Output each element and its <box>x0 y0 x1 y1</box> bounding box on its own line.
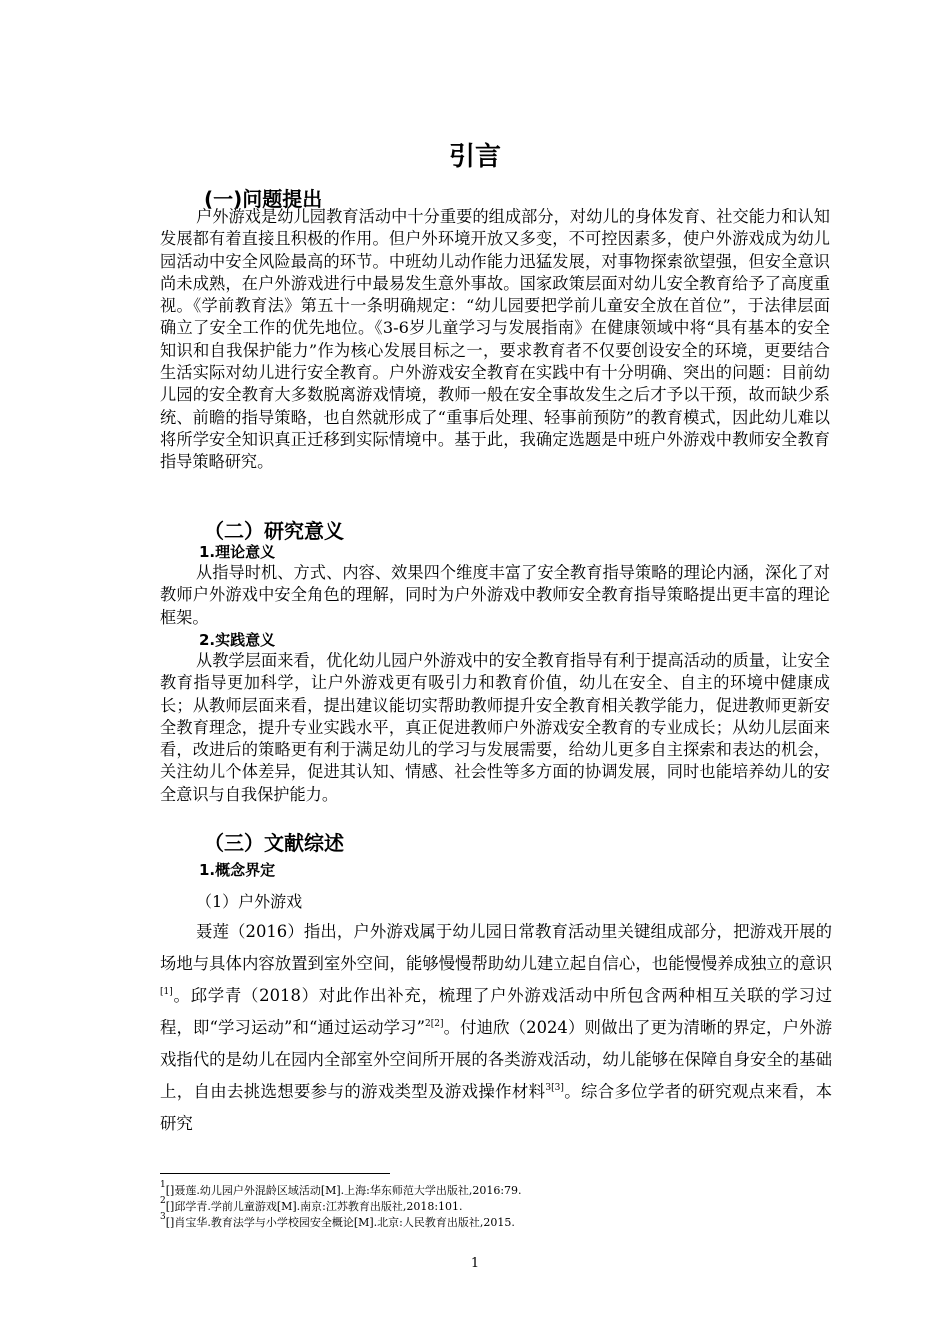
paragraph-practice: 从教学层面来看，优化幼儿园户外游戏中的安全教育指导有利于提高活动的质量，让安全教育指导更加科学，让户外游戏更有吸引力和教育价值，幼儿在安全、自主的环境中健康成长；从教师层面来看，提出建议能切实帮助教师提升安全教育相关教学能力，促进教师更新安全教育理念，提升专业实践水平，真正促进教师户外游戏安全教育的专业成长；从幼儿层面来看，改进后的策略更有利于满足幼儿的学习与发展需要，给幼儿更多自主探索和表达的机会，关注幼儿个体差异，促进其认知、情感、社会性等多方面的协调发展，同时也能培养幼儿的安全意识与自我保护能力。 <box>160 651 830 804</box>
paragraph-theory: 从指导时机、方式、内容、效果四个维度丰富了安全教育指导策略的理论内涵，深化了对教师户外游戏中安全角色的理解，同时为户外游戏中教师安全教育指导策略提出更丰富的理论框架。 <box>160 563 830 627</box>
section-heading-problem: (一)问题提出 <box>204 187 323 211</box>
footnote-3-number: 3 <box>160 1212 166 1222</box>
footnote-3-text: []肖宝华.教育法学与小学校园安全概论[M].北京:人民教育出版社,2015. <box>165 1216 515 1229</box>
subheading-outdoor-game: （1）户外游戏 <box>196 892 303 911</box>
footnote-2-number: 2 <box>160 1196 166 1206</box>
subheading-definition: 1.概念界定 <box>199 861 276 879</box>
footnote-separator <box>160 1173 390 1174</box>
citation-ref-2: 2[2] <box>425 1019 444 1029</box>
citation-ref-1: [1] <box>160 987 173 997</box>
literature-text-d: 。综合多位学者的研究观点来看，本研究 <box>160 1082 832 1133</box>
literature-text-c: 。付迪欣（2024）则做出了更为清晰的界定，户外游戏指代的是幼儿在园内全部室外空间所开展的各类游戏活动，幼儿能够在保障自身安全的基础上，自由去挑选想要参与的游戏类型及游戏操作材料 <box>160 1018 833 1101</box>
subheading-theory: 1.理论意义 <box>199 543 276 561</box>
section-heading-literature: （三）文献综述 <box>204 831 344 855</box>
literature-text-b: 。邱学青（2018）对此作出补充，梳理了户外游戏活动中所包含两种相互关联的学习过程，即“学习运动”和“通过运动学习” <box>160 986 832 1037</box>
footnote-2 <box>160 1198 463 1214</box>
section-heading-significance: （二）研究意义 <box>204 519 344 543</box>
literature-text-a: 聂莲（2016）指出，户外游戏属于幼儿园日常教育活动里关键组成部分，把游戏开展的场地与具体内容放置到室外空间，能够慢慢帮助幼儿建立起自信心，也能慢慢养成独立的意识 <box>160 922 833 973</box>
paragraph-literature <box>160 916 832 1140</box>
footnote-2-text: []邱学青.学前儿童游戏[M].南京:江苏教育出版社,2018:101. <box>165 1200 463 1213</box>
footnote-1-number: 1 <box>160 1180 166 1190</box>
footnote-1 <box>160 1182 522 1198</box>
page-number: 1 <box>470 1256 480 1271</box>
paragraph-problem: 户外游戏是幼儿园教育活动中十分重要的组成部分，对幼儿的身体发育、社交能力和认知发展都有着直接且积极的作用。但户外环境开放又多变，不可控因素多，使户外游戏成为幼儿园活动中安全风险最高的环节。中班幼儿动作能力迅猛发展，对事物探索欲望强，但安全意识尚未成熟，在户外游戏进行中最易发生意外事故。国家政策层面对幼儿安全教育给予了高度重视。《学前教育法》第五十一条明确规定：“幼儿园要把学前儿童安全放在首位”，于法律层面确立了安全工作的优先地位。《3-6岁儿童学习与发展指南》在健康领域中将“具有基本的安全知识和自我保护能力”作为核心发展目标之一，要求教育者不仅要创设安全的环境，更要结合生活实际对幼儿进行安全教育。户外游戏安全教育在实践中有十分明确、突出的问题：目前幼儿园的安全教育大多数脱离游戏情境，教师一般在安全事故发生之后才予以干预，故而缺少系统、前瞻的指导策略，也自然就形成了“重事后处理、轻事前预防”的教育模式，因此幼儿难以将所学安全知识真正迁移到实际情境中。基于此，我确定选题是中班户外游戏中教师安全教育指导策略研究。 <box>160 207 830 472</box>
citation-ref-3: 3[3] <box>545 1083 564 1093</box>
footnote-3 <box>160 1214 515 1230</box>
subheading-practice: 2.实践意义 <box>199 631 276 649</box>
footnote-1-text: []聂莲.幼儿园户外混龄区域活动[M].上海:华东师范大学出版社,2016:79. <box>165 1184 522 1197</box>
page-title: 引言 <box>448 142 501 172</box>
